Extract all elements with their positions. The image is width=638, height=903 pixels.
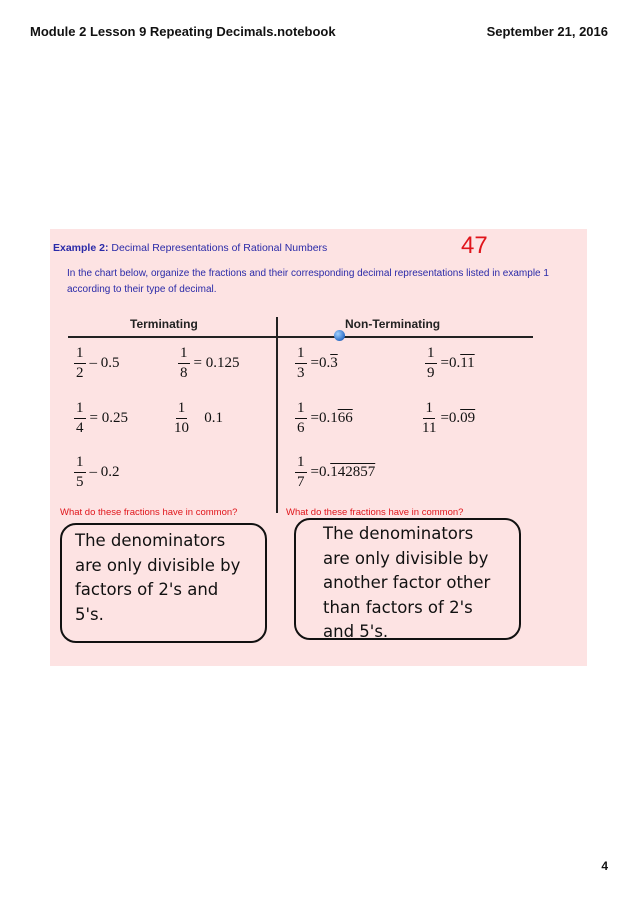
answer-line: than factors of 2's: [323, 597, 473, 617]
globe-icon[interactable]: [334, 330, 345, 341]
decimal: 0.125: [205, 355, 240, 371]
answer-line: 5's.: [75, 604, 104, 624]
decimal: 0.3: [318, 355, 338, 371]
table-vertical-rule: [276, 317, 278, 513]
equation-one-third: [295, 346, 338, 381]
answer-line: are only divisible by: [75, 555, 241, 575]
fraction: $\frac{1}{2}$: [76, 345, 84, 381]
decimal: 0.11: [448, 355, 475, 371]
equation-one-eighth: [178, 346, 239, 381]
operator: =: [310, 355, 319, 371]
repeating-digits: 11: [460, 355, 475, 371]
equation-one-eleventh: [422, 401, 475, 436]
operator: –: [89, 464, 97, 480]
answer-line: The denominators: [323, 524, 474, 543]
question-non-terminating: What do these fractions have in common?: [286, 507, 464, 518]
column-header-non-terminating: Non-Terminating: [345, 317, 441, 331]
equation-one-half: [74, 346, 120, 381]
operator: =: [440, 410, 449, 426]
operator: =: [89, 410, 98, 426]
instructions: In the chart below, organize the fractions and their corresponding decimal representations listed in example 1 according to their type of decimal.: [67, 268, 549, 295]
answer-line: are only divisible by: [323, 548, 489, 568]
operator: =: [310, 464, 319, 480]
answer-line: The denominators: [75, 531, 226, 550]
document-title: Module 2 Lesson 9 Repeating Decimals.notebook: [30, 24, 336, 39]
table-horizontal-rule: [68, 336, 533, 338]
repeating-digits: 66: [337, 410, 353, 426]
equation-one-fourth: [74, 401, 128, 436]
fraction: $\frac{1}{10}$: [174, 400, 189, 436]
equation-one-tenth: [174, 401, 223, 436]
repeating-digits: 09: [460, 410, 476, 426]
answer-line: another factor other: [323, 573, 491, 592]
answer-line: factors of 2's and: [75, 580, 219, 599]
answer-bubble-non-terminating: [294, 518, 521, 640]
fraction: $\frac{1}{5}$: [76, 454, 84, 490]
fraction: $\frac{1}{9}$: [427, 345, 435, 381]
fraction: $\frac{1}{7}$: [297, 454, 305, 490]
decimal: 0.142857: [318, 464, 376, 480]
equation-one-ninth: [425, 346, 475, 381]
answer-bubble-terminating: [60, 523, 267, 643]
fraction: $\frac{1}{4}$: [76, 400, 84, 436]
fraction: $\frac{1}{3}$: [297, 345, 305, 381]
repeating-digits: 142857: [330, 464, 376, 480]
example-heading: [53, 242, 327, 254]
equation-one-seventh: [295, 455, 375, 490]
notebook-slide: [50, 229, 587, 666]
example-label: Example 2:: [53, 242, 109, 254]
repeating-digits: 3: [330, 355, 338, 371]
fraction: $\frac{1}{8}$: [180, 345, 188, 381]
operator: =: [440, 355, 449, 371]
decimal: 0.25: [101, 410, 128, 426]
column-header-terminating: Terminating: [130, 317, 198, 331]
decimal: 0.2: [100, 464, 120, 480]
fraction: $\frac{1}{11}$: [422, 400, 437, 436]
operator: =: [310, 410, 319, 426]
operator: –: [89, 355, 97, 371]
operator: =: [193, 355, 202, 371]
fraction: $\frac{1}{6}$: [297, 400, 305, 436]
equation-one-sixth: [295, 401, 353, 436]
slide-number: 47: [461, 232, 488, 259]
answer-line: and 5's.: [323, 622, 389, 641]
question-terminating: What do these fractions have in common?: [60, 507, 238, 518]
document-date: September 21, 2016: [486, 24, 608, 39]
decimal: 0.09: [448, 410, 476, 426]
decimal: 0.1: [204, 410, 223, 426]
page-number: 4: [601, 859, 608, 873]
decimal: 0.5: [100, 355, 120, 371]
example-title: Decimal Representations of Rational Numbers: [111, 242, 328, 254]
equation-one-fifth: [74, 455, 120, 490]
decimal: 0.166: [318, 410, 353, 426]
